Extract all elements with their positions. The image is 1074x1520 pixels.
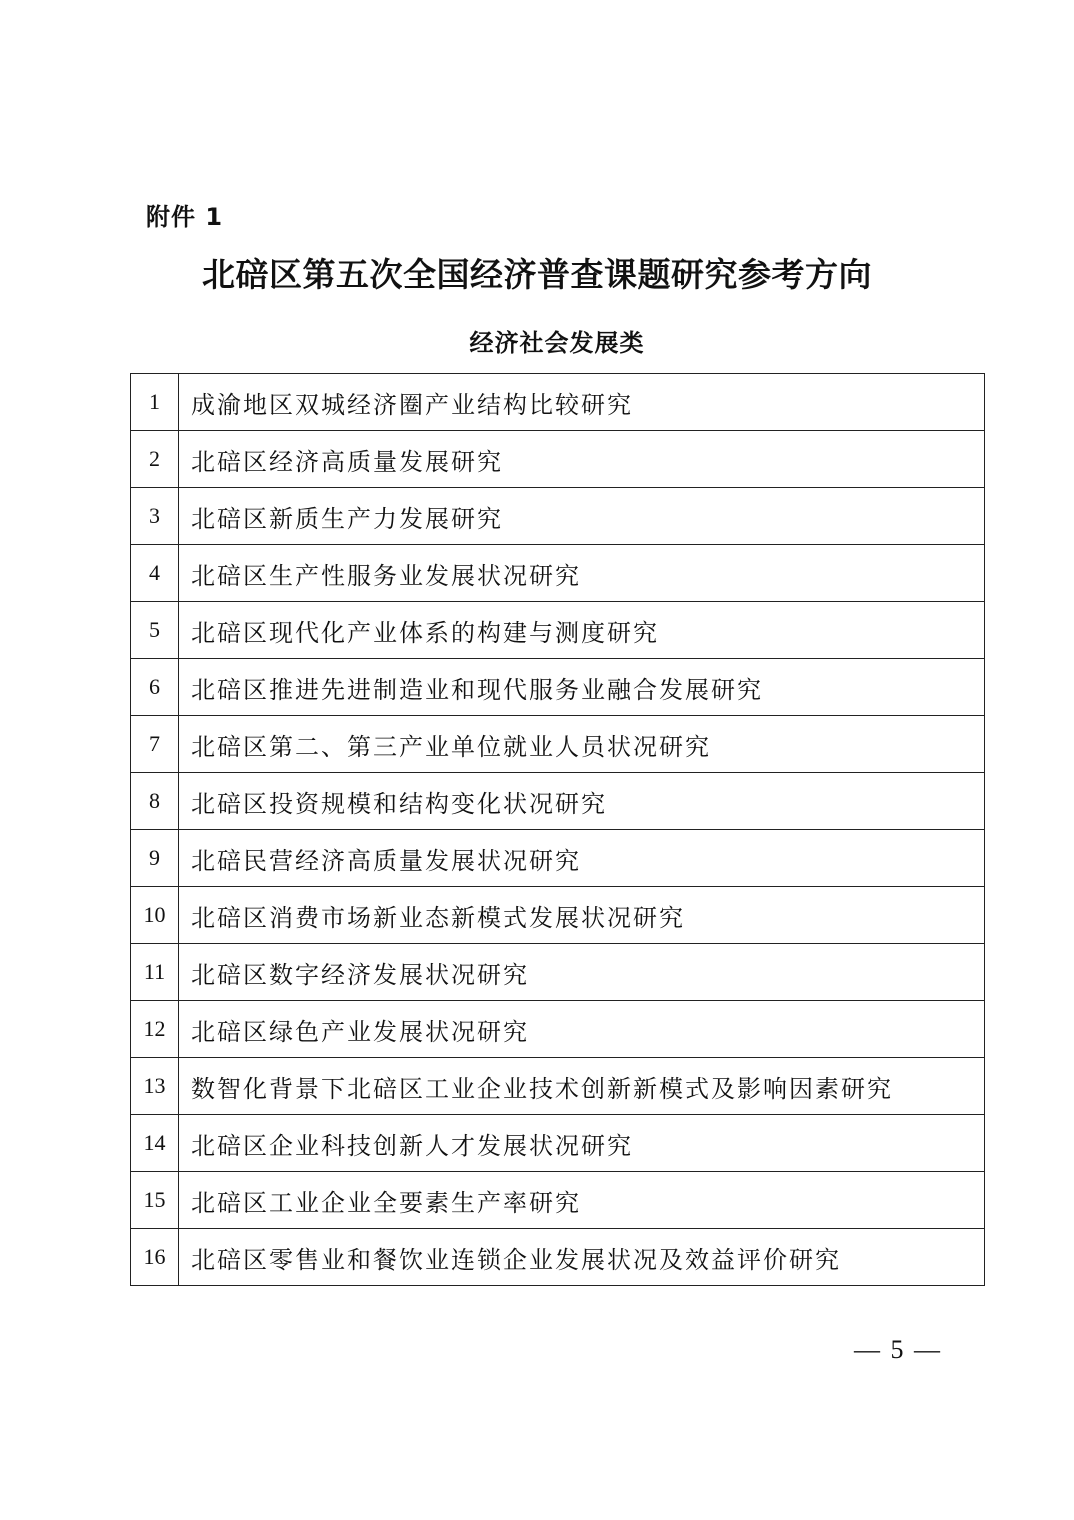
row-number: 2 <box>131 431 179 488</box>
topic-text: 数智化背景下北碚区工业企业技术创新新模式及影响因素研究 <box>179 1058 985 1115</box>
topic-text: 成渝地区双城经济圈产业结构比较研究 <box>179 374 985 431</box>
topic-text: 北碚区企业科技创新人才发展状况研究 <box>179 1115 985 1172</box>
topic-text: 北碚区推进先进制造业和现代服务业融合发展研究 <box>179 659 985 716</box>
row-number: 4 <box>131 545 179 602</box>
row-number: 8 <box>131 773 179 830</box>
table-row <box>131 602 985 659</box>
table-row <box>131 773 985 830</box>
attachment-label: 附件 1 <box>146 203 224 231</box>
topic-text: 北碚区生产性服务业发展状况研究 <box>179 545 985 602</box>
table-row <box>131 1058 985 1115</box>
topic-text: 北碚区零售业和餐饮业连锁企业发展状况及效益评价研究 <box>179 1229 985 1286</box>
row-number: 13 <box>131 1058 179 1115</box>
topic-text: 北碚区第二、第三产业单位就业人员状况研究 <box>179 716 985 773</box>
table-row <box>131 1115 985 1172</box>
topic-text: 北碚区工业企业全要素生产率研究 <box>179 1172 985 1229</box>
table-row <box>131 1001 985 1058</box>
table-row <box>131 944 985 1001</box>
row-number: 1 <box>131 374 179 431</box>
topics-table <box>130 373 985 1286</box>
row-number: 9 <box>131 830 179 887</box>
table-row <box>131 1229 985 1286</box>
topic-text: 北碚区数字经济发展状况研究 <box>179 944 985 1001</box>
row-number: 10 <box>131 887 179 944</box>
document-title: 北碚区第五次全国经济普查课题研究参考方向 <box>202 255 872 294</box>
row-number: 3 <box>131 488 179 545</box>
table-row <box>131 545 985 602</box>
topic-text: 北碚区新质生产力发展研究 <box>179 488 985 545</box>
topic-text: 北碚区经济高质量发展研究 <box>179 431 985 488</box>
row-number: 14 <box>131 1115 179 1172</box>
table-row <box>131 1172 985 1229</box>
topic-text: 北碚区绿色产业发展状况研究 <box>179 1001 985 1058</box>
page-number: — 5 — <box>854 1335 942 1364</box>
table-row <box>131 659 985 716</box>
table-row <box>131 830 985 887</box>
table-row <box>131 716 985 773</box>
topic-text: 北碚区消费市场新业态新模式发展状况研究 <box>179 887 985 944</box>
row-number: 11 <box>131 944 179 1001</box>
table-row <box>131 374 985 431</box>
topic-text: 北碚民营经济高质量发展状况研究 <box>179 830 985 887</box>
table-row <box>131 887 985 944</box>
topic-text: 北碚区现代化产业体系的构建与测度研究 <box>179 602 985 659</box>
row-number: 15 <box>131 1172 179 1229</box>
table-row <box>131 431 985 488</box>
row-number: 6 <box>131 659 179 716</box>
row-number: 7 <box>131 716 179 773</box>
row-number: 16 <box>131 1229 179 1286</box>
row-number: 12 <box>131 1001 179 1058</box>
table-row <box>131 488 985 545</box>
category-heading: 经济社会发展类 <box>469 329 645 357</box>
topic-text: 北碚区投资规模和结构变化状况研究 <box>179 773 985 830</box>
row-number: 5 <box>131 602 179 659</box>
